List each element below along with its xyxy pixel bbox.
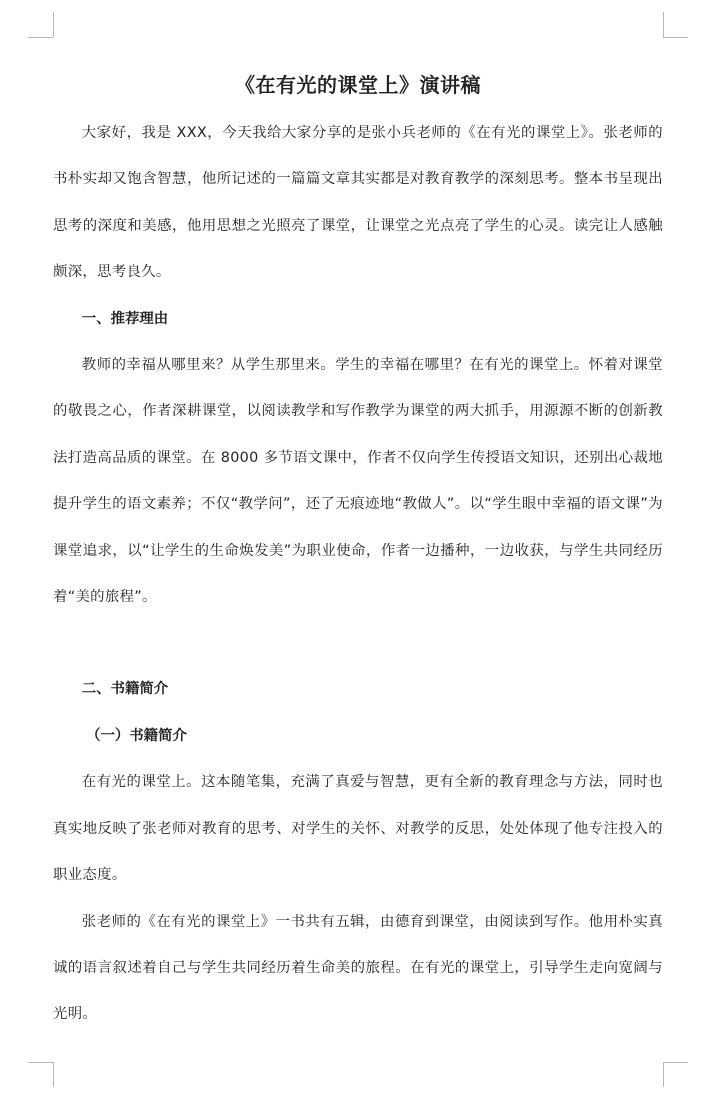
recommendation-paragraph: 教师的幸福从哪里来？从学生那里来。学生的幸福在哪里？在有光的课堂上。怀着对课堂的敬畏之心，作者深耕课堂，以阅读教学和写作教学为课堂的两大抓手，用源源不断的创新教法打造高品质的课堂。在 8000 多节语文课中，作者不仅向学生传授语文知识，还别出心裁地提升学生的语文素养；不仅“教学问”，还了无痕迹地“教做人”。以“学生眼中幸福的语文课”为课堂追求，以“让学生的生命焕发美”为职业使命，作者一边播种，一边收获，与学生共同经历着“美的旅程”。 — [53, 357, 663, 606]
blank-line — [53, 620, 663, 666]
subsection-heading-book-intro: （一）书籍简介 — [86, 727, 187, 744]
intro-paragraph: 大家好，我是 XXX，今天我给大家分享的是张小兵老师的《在有光的课堂上》。张老师的书朴实却又饱含智慧，他所记述的一篇篇文章其实都是对教育教学的深刻思考。整本书呈现出思考的深度和美感，他用思想之光照亮了课堂，让课堂之光点亮了学生的心灵。读完让人感触颇深，思考良久。 — [53, 125, 663, 281]
book-intro-paragraph-2: 张老师的《在有光的课堂上》一书共有五辑，由德育到课堂，由阅读到写作。他用朴实真诚的语言叙述着自己与学生共同经历着生命美的旅程。在有光的课堂上，引导学生走向宽阔与光明。 — [53, 913, 663, 1023]
section-heading-book-intro: 二、书籍简介 — [81, 681, 169, 698]
document-title: 《在有光的课堂上》演讲稿 — [235, 73, 481, 97]
section-heading-recommendation: 一、推荐理由 — [81, 310, 169, 327]
document-body — [53, 68, 663, 1038]
book-intro-paragraph-1: 在有光的课堂上。这本随笔集，充满了真爱与智慧，更有全新的教育理念与方法，同时也真实地反映了张老师对教育的思考、对学生的关怀、对教学的反思，处处体现了他专注投入的职业态度。 — [53, 774, 663, 884]
